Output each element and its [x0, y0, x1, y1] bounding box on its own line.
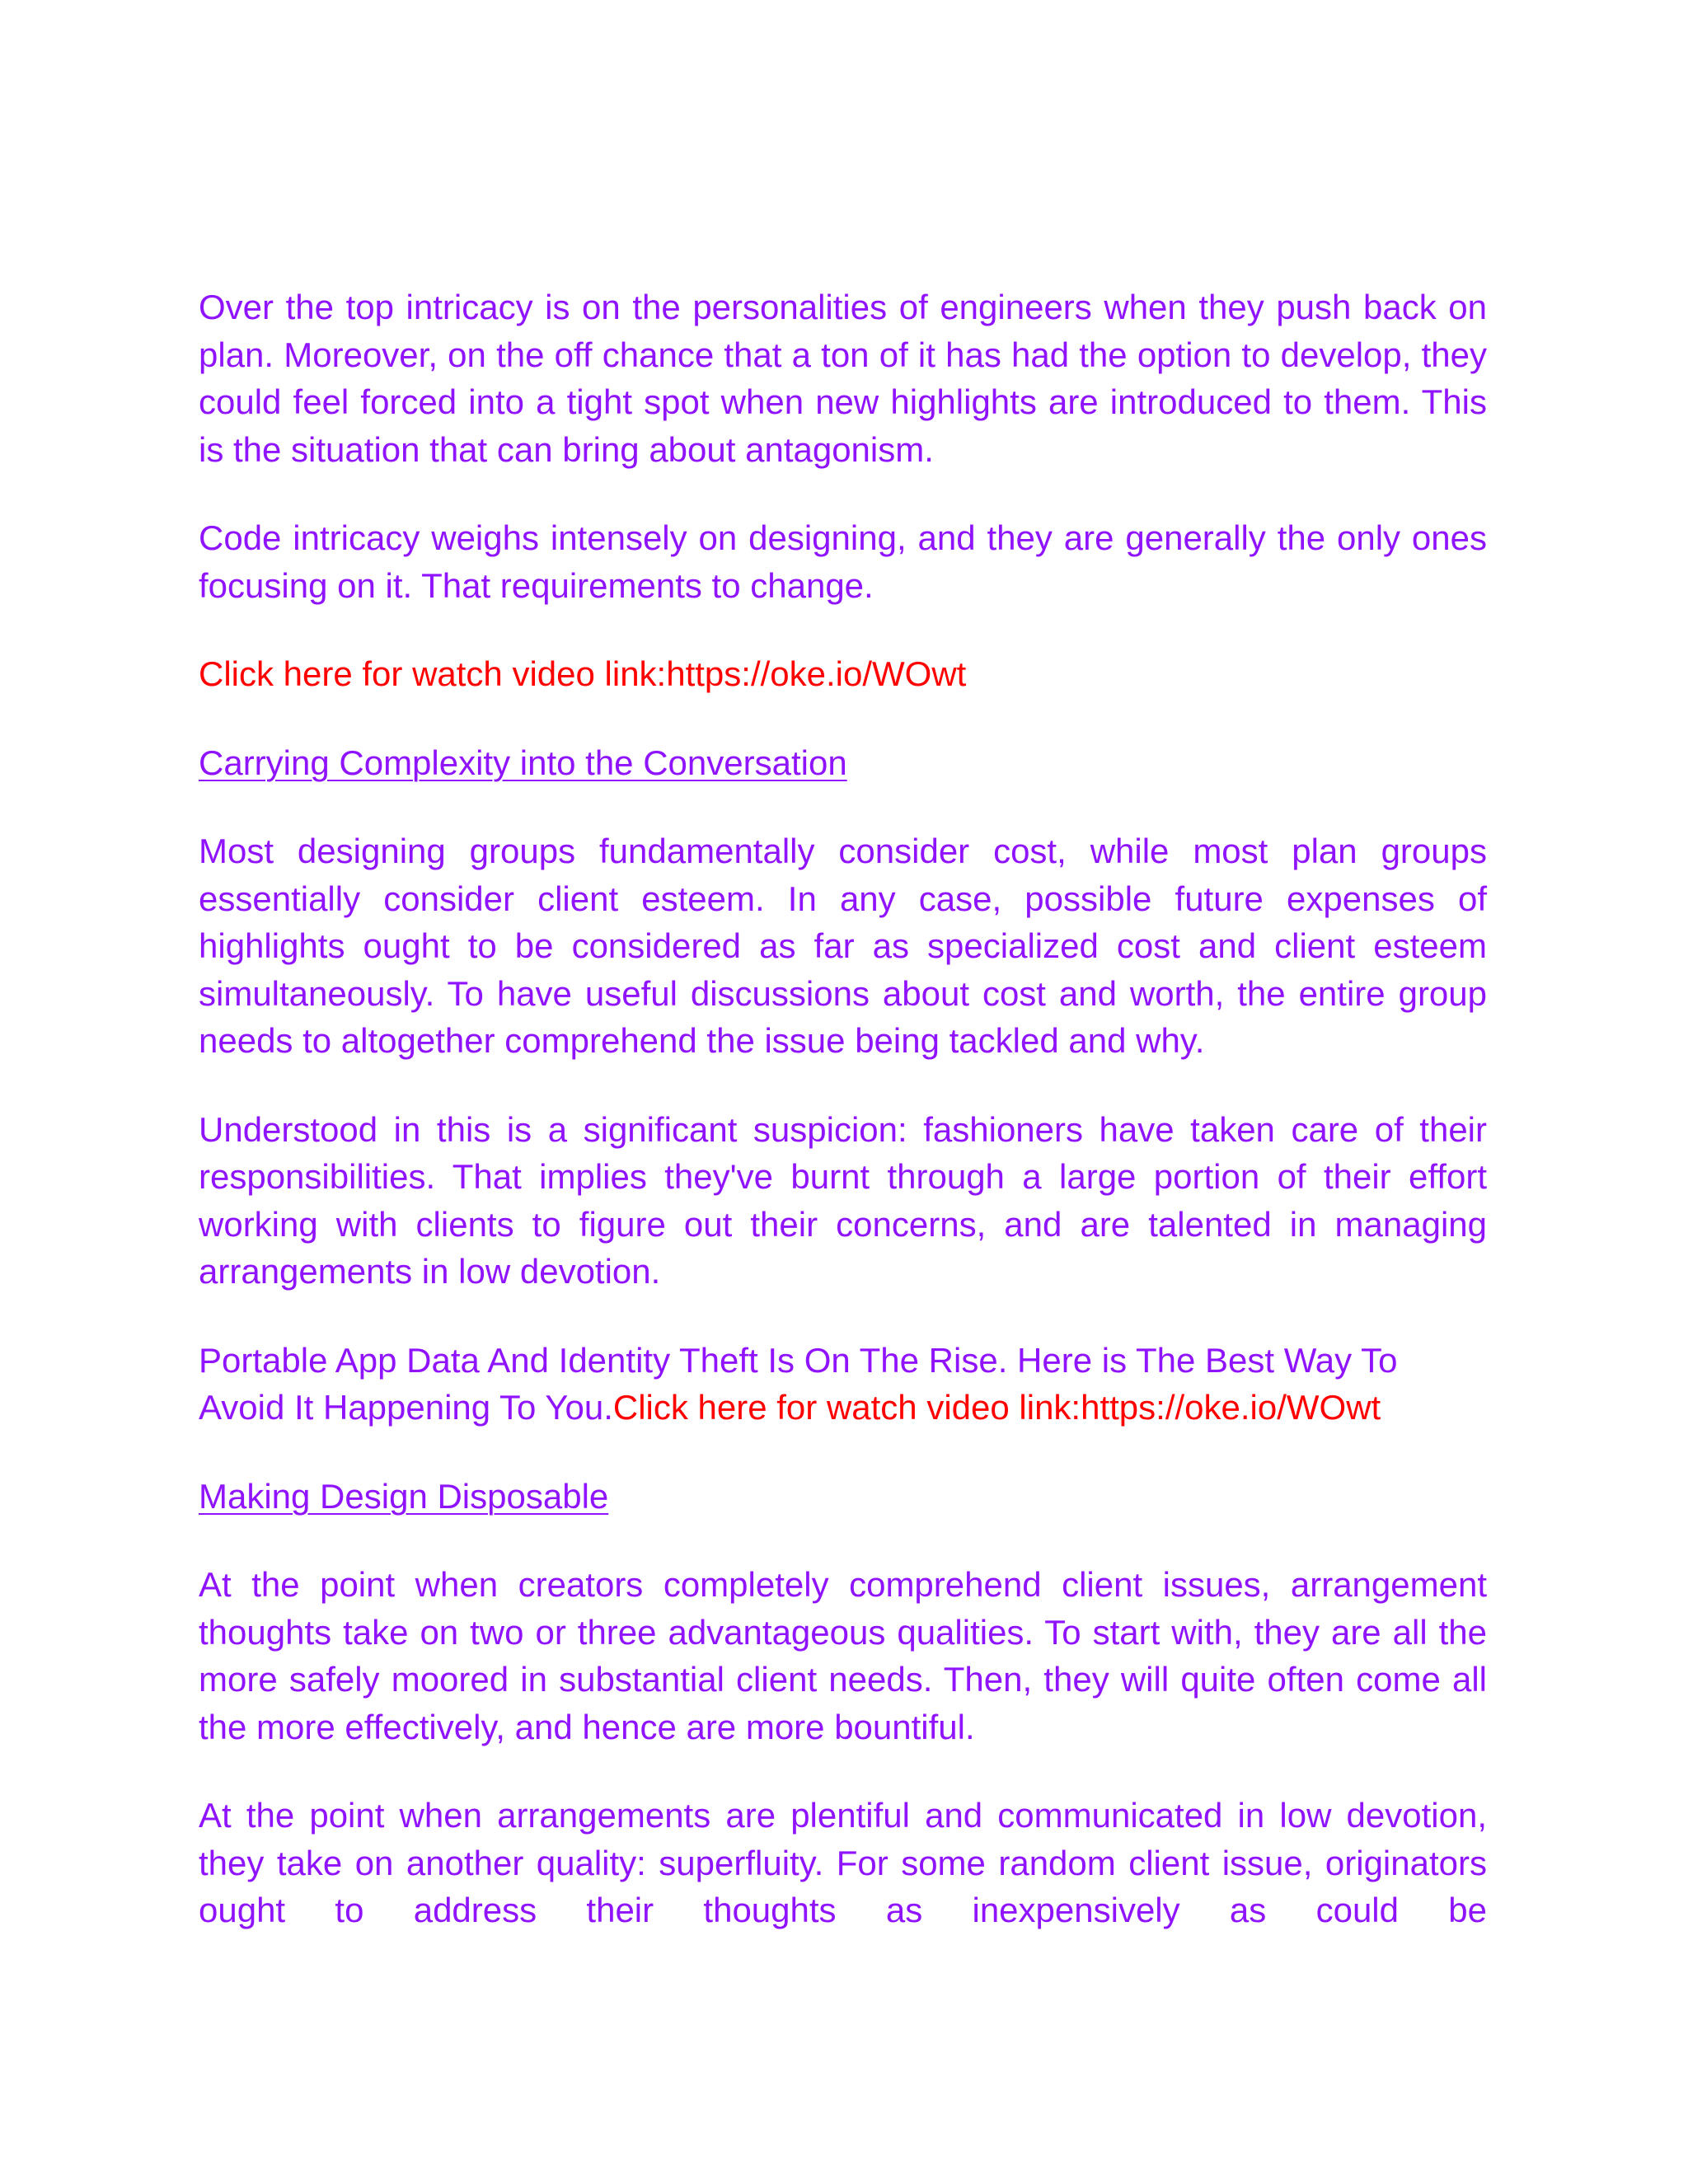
paragraph-5-text: Portable App Data And Identity Theft Is On The Rise. Here is The Best Way To Avoid It Happening To You. [199, 1340, 1398, 1427]
paragraph-1: Over the top intricacy is on the personalities of engineers when they push back on plan. Moreover, on the off chance that a ton of it has had the option to develop, they could feel forced into a tight spot when new highlights are introduced to them. This is the situation that can bring about antagonism. [199, 288, 1487, 469]
paragraph-4: Understood in this is a significant suspicion: fashioners have taken care of their responsibilities. That implies they've burnt through a large portion of their effort working with clients to figure out their concerns, and are talented in managing arrangements in low devotion. [199, 1109, 1487, 1291]
section-heading-carrying-complexity: Carrying Complexity into the Conversation [199, 743, 847, 782]
section-heading-making-design-disposable: Making Design Disposable [199, 1476, 609, 1516]
document-body [199, 284, 1487, 1934]
paragraph-2: Code intricacy weighs intensely on designing, and they are generally the only ones focusing on it. That requirements to change. [199, 518, 1487, 605]
paragraph-5 [199, 1337, 1487, 1432]
paragraph-3: Most designing groups fundamentally consider cost, while most plan groups essentially consider client esteem. In any case, possible future expenses of highlights ought to be considered as far as specialized cost and client esteem simultaneously. To have useful discussions about cost and worth, the entire group needs to altogether comprehend the issue being tackled and why. [199, 832, 1487, 1060]
video-link-1[interactable]: Click here for watch video link:https://oke.io/WOwt [199, 654, 967, 693]
video-link-2[interactable]: Click here for watch video link:https://oke.io/WOwt [612, 1388, 1381, 1427]
paragraph-7: At the point when arrangements are plentiful and communicated in low devotion, they take on another quality: superfluity. For some random client issue, originators ought to address their thoughts as inexpensively as could be [199, 1796, 1487, 1929]
paragraph-6: At the point when creators completely comprehend client issues, arrangement thoughts take on two or three advantageous qualities. To start with, they are all the more safely moored in substantial client needs. Then, they will quite often come all the more effectively, and hence are more bountiful. [199, 1565, 1487, 1746]
